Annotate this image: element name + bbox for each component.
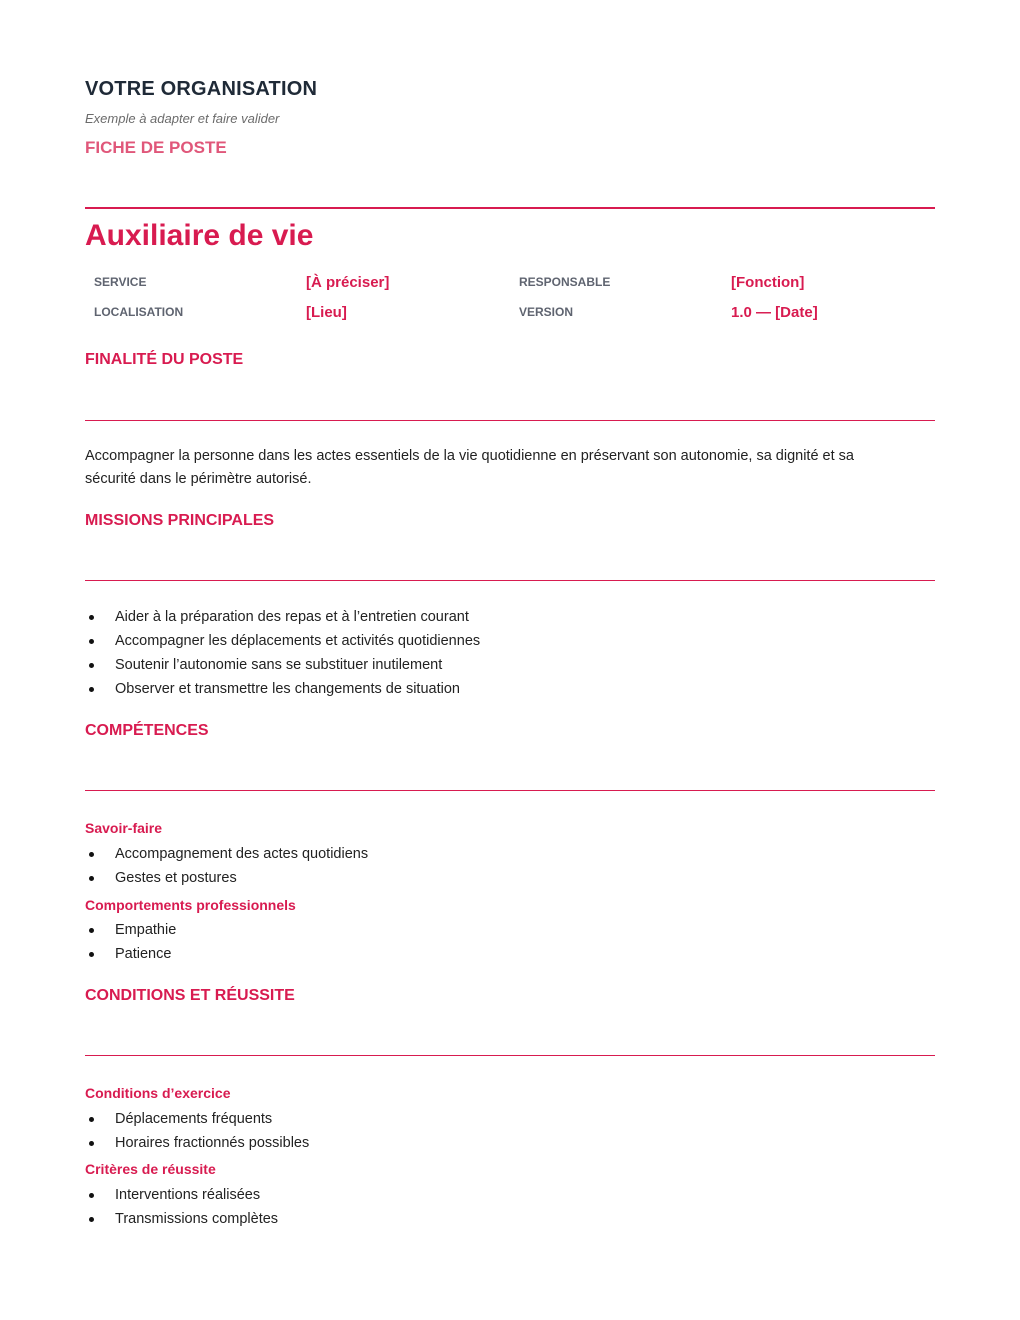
organization-name: VOTRE ORGANISATION bbox=[85, 78, 318, 100]
responsable-value: [Fonction] bbox=[731, 274, 805, 291]
list-item: Observer et transmettre les changements de situation bbox=[85, 677, 480, 701]
job-title: Auxiliaire de vie bbox=[85, 219, 314, 252]
conditions-divider bbox=[85, 1055, 935, 1056]
competences-divider bbox=[85, 790, 935, 791]
comportements-label: Comportements professionnels bbox=[85, 897, 296, 913]
list-item: Accompagnement des actes quotidiens bbox=[85, 842, 368, 866]
template-note: Exemple à adapter et faire valider bbox=[85, 111, 280, 126]
version-label: VERSION bbox=[519, 305, 574, 319]
finalite-divider bbox=[85, 420, 935, 421]
service-value: [À préciser] bbox=[306, 274, 390, 291]
localisation-label: LOCALISATION bbox=[94, 305, 184, 319]
finalite-text: Accompagner la personne dans les actes essentiels de la vie quotidienne en préservant son autonomie, sa dignité et sa sécurité dans le périmètre autorisé. bbox=[85, 448, 854, 487]
version-value: 1.0 — [Date] bbox=[731, 304, 818, 321]
list-item: Patience bbox=[85, 942, 176, 966]
missions-heading: MISSIONS PRINCIPALES bbox=[85, 512, 275, 529]
list-item: Gestes et postures bbox=[85, 866, 368, 890]
criteres-list bbox=[85, 1183, 278, 1231]
localisation-value: [Lieu] bbox=[306, 304, 347, 321]
exercice-list bbox=[85, 1107, 309, 1155]
list-item: Aider à la préparation des repas et à l’entretien courant bbox=[85, 605, 480, 629]
savoir-faire-list bbox=[85, 842, 368, 890]
finalite-heading: FINALITÉ DU POSTE bbox=[85, 351, 244, 368]
list-item: Accompagner les déplacements et activités quotidiennes bbox=[85, 629, 480, 653]
service-label: SERVICE bbox=[94, 275, 147, 289]
title-divider bbox=[85, 207, 935, 209]
missions-divider bbox=[85, 580, 935, 581]
list-item: Transmissions complètes bbox=[85, 1207, 278, 1231]
conditions-heading: CONDITIONS ET RÉUSSITE bbox=[85, 987, 295, 1004]
list-item: Empathie bbox=[85, 918, 176, 942]
list-item: Horaires fractionnés possibles bbox=[85, 1131, 309, 1155]
criteres-label: Critères de réussite bbox=[85, 1161, 216, 1177]
list-item: Interventions réalisées bbox=[85, 1183, 278, 1207]
list-item: Déplacements fréquents bbox=[85, 1107, 309, 1131]
document-type: FICHE DE POSTE bbox=[85, 138, 227, 157]
exercice-label: Conditions d’exercice bbox=[85, 1085, 231, 1101]
comportements-list bbox=[85, 918, 176, 966]
savoir-faire-label: Savoir-faire bbox=[85, 820, 163, 836]
competences-heading: COMPÉTENCES bbox=[85, 722, 209, 739]
list-item: Soutenir l’autonomie sans se substituer inutilement bbox=[85, 653, 480, 677]
missions-list bbox=[85, 605, 480, 701]
responsable-label: RESPONSABLE bbox=[519, 275, 611, 289]
